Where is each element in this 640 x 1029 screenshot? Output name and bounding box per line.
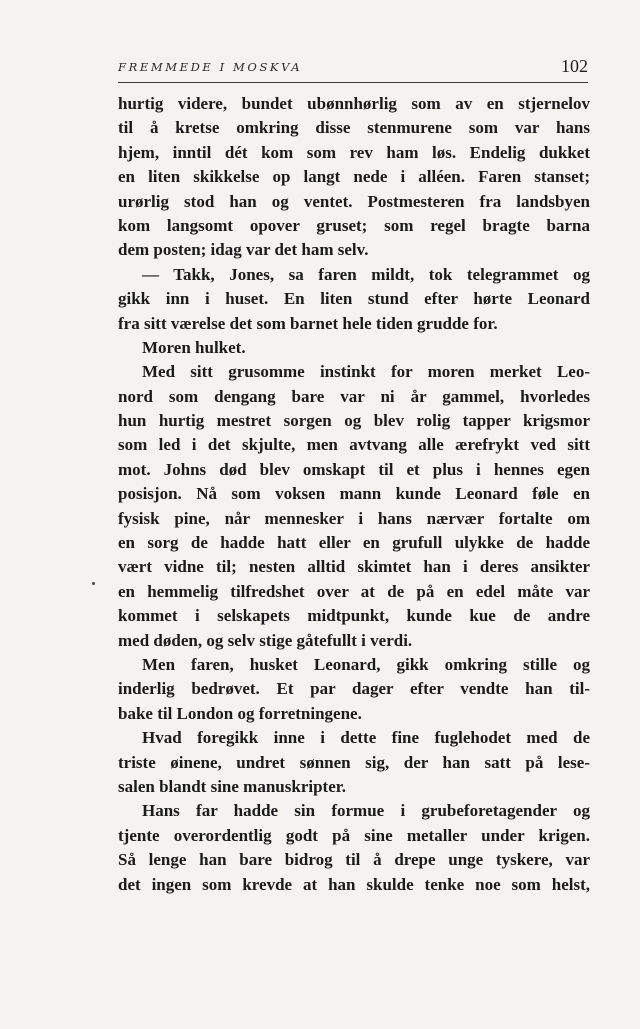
text-line: salen blandt sine manuskripter. <box>118 776 346 796</box>
text-line: kom langsomt opover gruset; som regel bragte barna <box>118 215 590 235</box>
text-line: dem posten; idag var det ham selv. <box>118 240 369 260</box>
margin-speck <box>92 582 95 585</box>
text-line: Så lenge han bare bidrog til å drepe unge tyskere, var <box>118 850 590 870</box>
text-line: med døden, og selv stige gåtefullt i verdi. <box>118 630 413 650</box>
text-line: det ingen som krevde at han skulde tenke noe som helst, <box>118 874 590 894</box>
running-header <box>118 56 588 83</box>
text-line: Hans far hadde sin formue i grubeforetagender og <box>142 801 590 821</box>
text-line: triste øinene, undret sønnen sig, der han satt på lese- <box>118 752 590 772</box>
text-line: Men faren, husket Leonard, gikk omkring stille og <box>142 654 590 674</box>
text-line: hun hurtig mestret sorgen og blev rolig tapper krigsmor <box>118 411 590 431</box>
text-line: Moren hulket. <box>142 337 246 357</box>
text-line: posisjon. Nå som voksen mann kunde Leonard føle en <box>118 484 590 504</box>
text-line: hjem, inntil dét kom som rev ham løs. Endelig dukket <box>118 142 590 162</box>
text-line: tjente overordentlig godt på sine metaller under krigen. <box>118 825 590 845</box>
text-line: fysisk pine, når mennesker i hans nærvær fortalte om <box>118 508 590 528</box>
text-line: en liten skikkelse op langt nede i alléen. Faren stanset; <box>118 167 590 187</box>
text-line: fra sitt værelse det som barnet hele tiden grudde for. <box>118 313 498 333</box>
text-line: til å kretse omkring disse stenmurene som var hans <box>118 118 590 138</box>
text-line: en sorg de hadde hatt eller en grufull ulykke de hadde <box>118 533 590 553</box>
running-title: FREMMEDE I MOSKVA <box>118 60 303 74</box>
text-line: vært vidne til; nesten alltid skimtet han i deres ansikter <box>118 557 590 577</box>
text-line: som led i det skjulte, men avtvang alle ærefrykt ved sitt <box>118 435 590 455</box>
text-line: hurtig videre, bundet ubønnhørlig som av en stjernelov <box>118 94 590 113</box>
text-line: kommet i selskapets midtpunkt, kunde kue de andre <box>118 606 590 626</box>
text-line: Hvad foregikk inne i dette fine fuglehodet med de <box>142 728 590 748</box>
body-text <box>118 92 590 897</box>
text-line: bake til London og forretningene. <box>118 703 362 723</box>
text-line: inderlig bedrøvet. Et par dager efter vendte han til- <box>118 679 590 699</box>
text-line: nord som dengang bare var ni år gammel, hvorledes <box>118 386 590 406</box>
page-number: 102 <box>561 56 588 76</box>
text-line: urørlig stod han og ventet. Postmesteren fra landsbyen <box>118 191 590 211</box>
text-line: gikk inn i huset. En liten stund efter hørte Leonard <box>118 289 590 309</box>
text-line: Med sitt grusomme instinkt for moren merket Leo- <box>142 362 590 382</box>
text-line: mot. Johns død blev omskapt til et plus i hennes egen <box>118 459 590 479</box>
text-line: — Takk, Jones, sa faren mildt, tok telegrammet og <box>142 264 590 284</box>
text-line: en hemmelig tilfredshet over at de på en edel måte var <box>118 581 590 601</box>
